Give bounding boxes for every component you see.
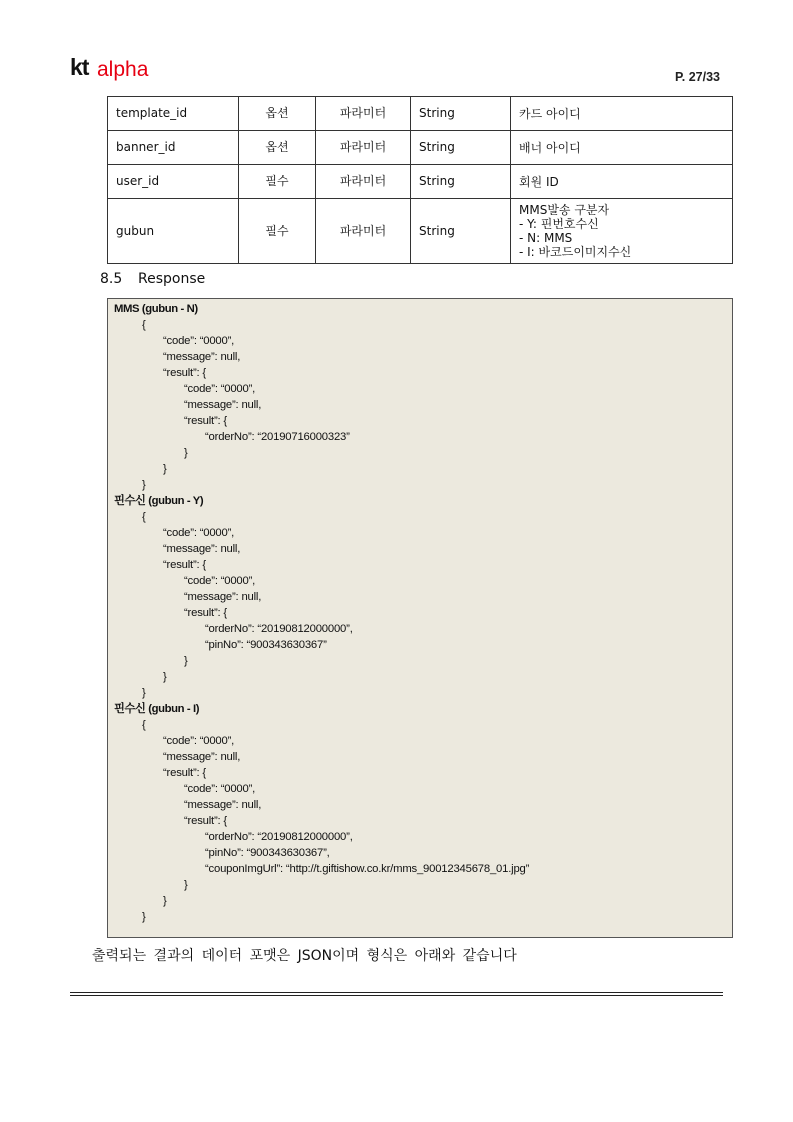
code-section-heading: 핀수신 (gubun - Y) bbox=[114, 495, 204, 507]
param-desc-line: MMS발송 구분자 bbox=[519, 203, 610, 217]
code-line: } bbox=[184, 655, 188, 667]
code-line: { bbox=[142, 511, 146, 523]
code-line: “message”: null, bbox=[184, 799, 262, 811]
code-line: “code”: “0000”, bbox=[184, 383, 256, 395]
code-line: “result”: { bbox=[184, 815, 227, 827]
code-line: } bbox=[142, 687, 146, 699]
logo-kt-text: kt bbox=[70, 54, 89, 80]
section-title: Response bbox=[138, 271, 206, 287]
code-line: “result”: { bbox=[163, 767, 206, 779]
param-desc-line: - Y: 핀번호수신 bbox=[519, 217, 599, 231]
code-line: { bbox=[142, 719, 146, 731]
code-line: “message”: null, bbox=[184, 399, 262, 411]
param-desc-cell bbox=[511, 131, 733, 165]
code-line: “code”: “0000”, bbox=[184, 575, 256, 587]
code-line: “result”: { bbox=[163, 367, 206, 379]
param-name-cell: template_id bbox=[108, 97, 239, 131]
param-desc-line: 회원 ID bbox=[519, 174, 559, 189]
param-row bbox=[108, 165, 733, 199]
response-code-block bbox=[107, 298, 733, 938]
code-line: “pinNo”: “900343630367” bbox=[205, 639, 327, 651]
code-line: “code”: “0000”, bbox=[184, 783, 256, 795]
page-number: P. 27/33 bbox=[675, 70, 720, 84]
param-desc-line: 배너 아이디 bbox=[519, 140, 581, 155]
param-desc-line: - I: 바코드이미지수신 bbox=[519, 245, 632, 259]
param-desc-cell bbox=[511, 97, 733, 131]
code-line: } bbox=[163, 895, 167, 907]
param-row bbox=[108, 131, 733, 165]
param-row bbox=[108, 199, 733, 264]
param-name-cell: banner_id bbox=[108, 131, 239, 165]
param-type-cell: 파라미터 bbox=[316, 165, 411, 199]
param-desc-cell bbox=[511, 165, 733, 199]
param-row bbox=[108, 97, 733, 131]
code-line: “code”: “0000”, bbox=[163, 527, 235, 539]
param-desc-line: - N: MMS bbox=[519, 231, 573, 245]
footer-rule-top bbox=[70, 992, 723, 993]
code-line: “result”: { bbox=[184, 607, 227, 619]
code-section-heading: 핀수신 (gubun - I) bbox=[114, 703, 200, 715]
param-type-cell: 파라미터 bbox=[316, 131, 411, 165]
param-desc-cell bbox=[511, 199, 733, 264]
param-datatype-cell: String bbox=[411, 165, 511, 199]
code-line: “orderNo”: “20190716000323” bbox=[205, 431, 350, 443]
param-datatype-cell: String bbox=[411, 97, 511, 131]
param-required-cell: 필수 bbox=[239, 199, 316, 264]
param-datatype-cell: String bbox=[411, 131, 511, 165]
code-line: } bbox=[184, 879, 188, 891]
code-line: “message”: null, bbox=[163, 543, 241, 555]
code-line: } bbox=[142, 911, 146, 923]
code-line: “message”: null, bbox=[184, 591, 262, 603]
param-type-cell: 파라미터 bbox=[316, 97, 411, 131]
section-heading bbox=[100, 271, 205, 287]
code-line: “code”: “0000”, bbox=[163, 335, 235, 347]
logo-alpha-text: alpha bbox=[97, 58, 149, 81]
code-line: “couponImgUrl”: “http://t.giftishow.co.kr/mms_90012345678_01.jpg” bbox=[205, 863, 530, 875]
code-line: “result”: { bbox=[163, 559, 206, 571]
code-line: } bbox=[142, 479, 146, 491]
param-type-cell: 파라미터 bbox=[316, 199, 411, 264]
parameter-table bbox=[107, 96, 733, 264]
param-desc-line: 카드 아이디 bbox=[519, 106, 581, 121]
code-line: “orderNo”: “20190812000000”, bbox=[205, 623, 353, 635]
code-line: } bbox=[184, 447, 188, 459]
code-line: “code”: “0000”, bbox=[163, 735, 235, 747]
code-section-heading: MMS (gubun - N) bbox=[114, 303, 198, 315]
param-required-cell: 옵션 bbox=[239, 131, 316, 165]
param-name-cell: user_id bbox=[108, 165, 239, 199]
code-line: “result”: { bbox=[184, 415, 227, 427]
code-line: } bbox=[163, 671, 167, 683]
param-required-cell: 필수 bbox=[239, 165, 316, 199]
code-line: “pinNo”: “900343630367”, bbox=[205, 847, 330, 859]
footer-rule-bottom bbox=[70, 995, 723, 996]
caption-text: 출력되는 결과의 데이터 포맷은 JSON이며 형식은 아래와 같습니다 bbox=[92, 948, 517, 964]
param-name-cell: gubun bbox=[108, 199, 239, 264]
kt-alpha-logo bbox=[70, 54, 160, 82]
code-line: { bbox=[142, 319, 146, 331]
code-line: “message”: null, bbox=[163, 751, 241, 763]
param-required-cell: 옵션 bbox=[239, 97, 316, 131]
code-line: “message”: null, bbox=[163, 351, 241, 363]
section-number: 8.5 bbox=[100, 271, 123, 287]
code-line: } bbox=[163, 463, 167, 475]
param-datatype-cell: String bbox=[411, 199, 511, 264]
code-line: “orderNo”: “20190812000000”, bbox=[205, 831, 353, 843]
